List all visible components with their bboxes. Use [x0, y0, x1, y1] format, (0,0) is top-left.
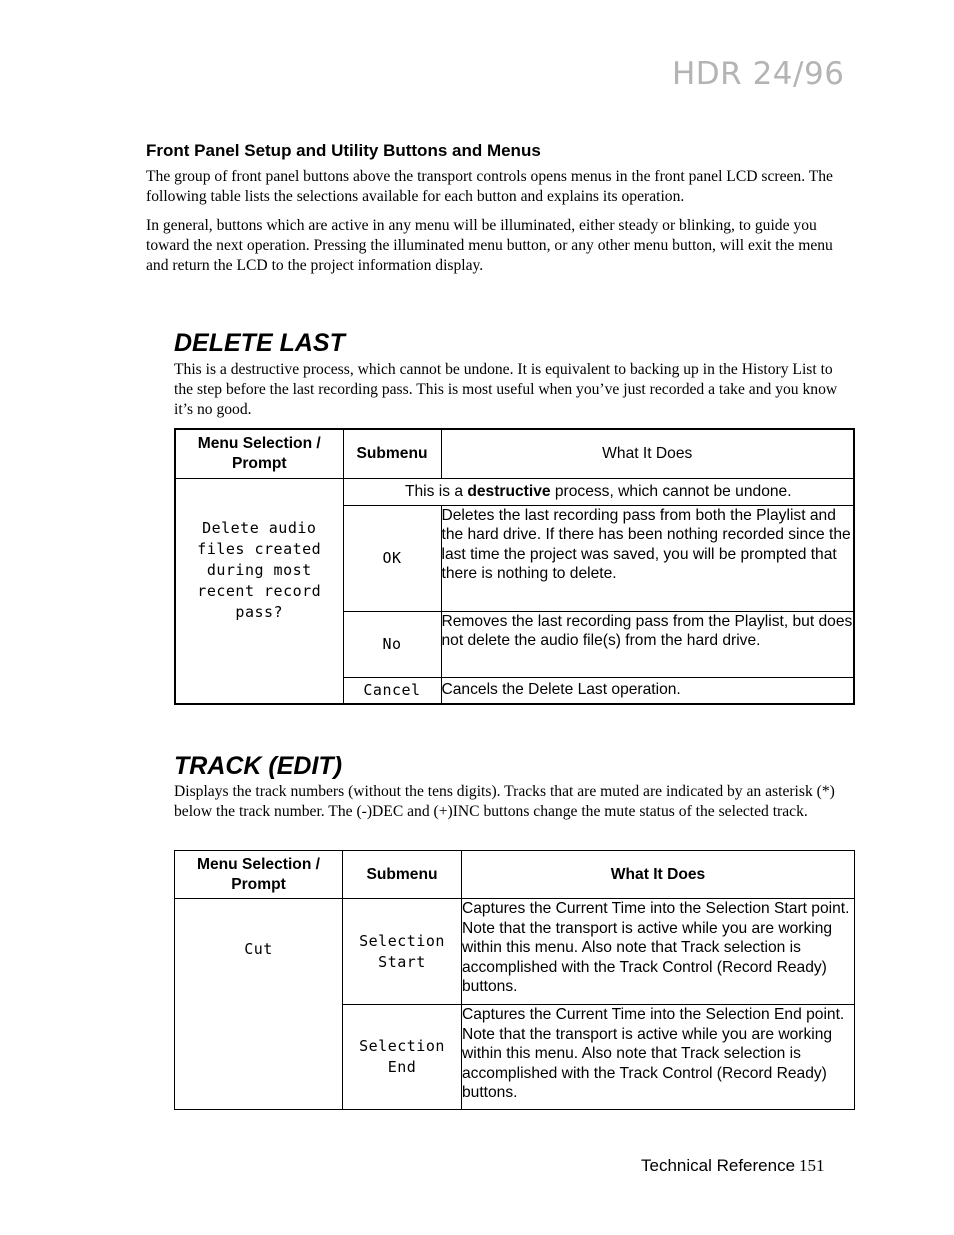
- submenu-text: Selection Start: [359, 931, 445, 971]
- header-menu-selection: [175, 429, 343, 478]
- notice-prefix: This is a: [404, 482, 468, 500]
- description-cell: Removes the last recording pass from the Playlist, but does not delete the audio file(s) from the hard drive.: [441, 611, 854, 677]
- table-header-row: [175, 429, 854, 478]
- header-what-it-does: What It Does: [462, 851, 855, 899]
- footer-label: Technical Reference: [641, 1156, 796, 1175]
- header-submenu: Submenu: [343, 429, 441, 478]
- submenu-cell: No: [343, 611, 441, 677]
- table-row: [175, 899, 855, 1005]
- notice-suffix: process, which cannot be undone.: [550, 482, 792, 500]
- header-menu-selection-label: Menu Selection / Prompt: [197, 435, 321, 472]
- delete-last-heading: DELETE LAST: [174, 329, 345, 357]
- destructive-notice: [343, 478, 854, 505]
- track-edit-table: [174, 850, 855, 1110]
- page-footer: [641, 1156, 825, 1176]
- description-cell: Captures the Current Time into the Selection End point. Note that the transport is active while you are working within this menu. Also note that Track selection is accomplished with the Track Control (Record Ready) buttons.: [462, 1005, 855, 1110]
- delete-last-table: [174, 428, 855, 705]
- prompt-cell: [175, 478, 343, 704]
- header-submenu: Submenu: [343, 851, 462, 899]
- description-cell: Deletes the last recording pass from both the Playlist and the hard drive. If there has been nothing recorded since the last time the project was saved, you will be prompted that there is nothing to delete.: [441, 505, 854, 611]
- submenu-cell: [343, 1005, 462, 1110]
- track-edit-description: Displays the track numbers (without the tens digits). Tracks that are muted are indicated by an asterisk (*) below the track number. The (-)DEC and (+)INC buttons change the mute status of the selected track.: [174, 783, 835, 820]
- prompt-text: Cut: [244, 939, 273, 958]
- submenu-text: Selection End: [359, 1037, 445, 1076]
- intro-paragraph: The group of front panel buttons above the transport controls opens menus in the front panel LCD screen. The following table lists the selections available for each button and explains its operation.: [146, 168, 833, 205]
- header-menu-selection-label: Menu Selection / Prompt: [196, 855, 321, 893]
- description-cell: Cancels the Delete Last operation.: [441, 677, 854, 704]
- submenu-cell: Cancel: [343, 677, 441, 704]
- general-paragraph: In general, buttons which are active in any menu will be illuminated, either steady or blinking, to guide you toward the next operation. Pressing the illuminated menu button, or any other menu button, will exit the menu and return the LCD to the project information display.: [146, 217, 833, 274]
- notice-bold: destructive: [467, 482, 551, 500]
- page-number: 151: [799, 1156, 825, 1175]
- running-header-title: HDR 24/96: [672, 56, 845, 92]
- delete-last-description: This is a destructive process, which cannot be undone. It is equivalent to backing up in the History List to the step before the last recording pass. This is most useful when you’ve just recorded a take and you know it’s no good.: [174, 361, 838, 418]
- header-what-it-does: What It Does: [441, 429, 854, 478]
- section-heading: Front Panel Setup and Utility Buttons and Menus: [146, 141, 541, 160]
- table-row: [175, 478, 854, 505]
- submenu-cell: OK: [343, 505, 441, 611]
- submenu-cell: [343, 899, 462, 1005]
- prompt-text: Delete audio files created during most recent record pass?: [197, 519, 322, 622]
- description-cell: Captures the Current Time into the Selection Start point. Note that the transport is active while you are working within this menu. Also note that Track selection is accomplished with the Track Control (Record Ready) buttons.: [462, 899, 855, 1005]
- table-header-row: [175, 851, 855, 899]
- track-edit-heading: TRACK (EDIT): [174, 752, 343, 780]
- header-menu-selection: [175, 851, 343, 899]
- prompt-cell: [175, 899, 343, 1110]
